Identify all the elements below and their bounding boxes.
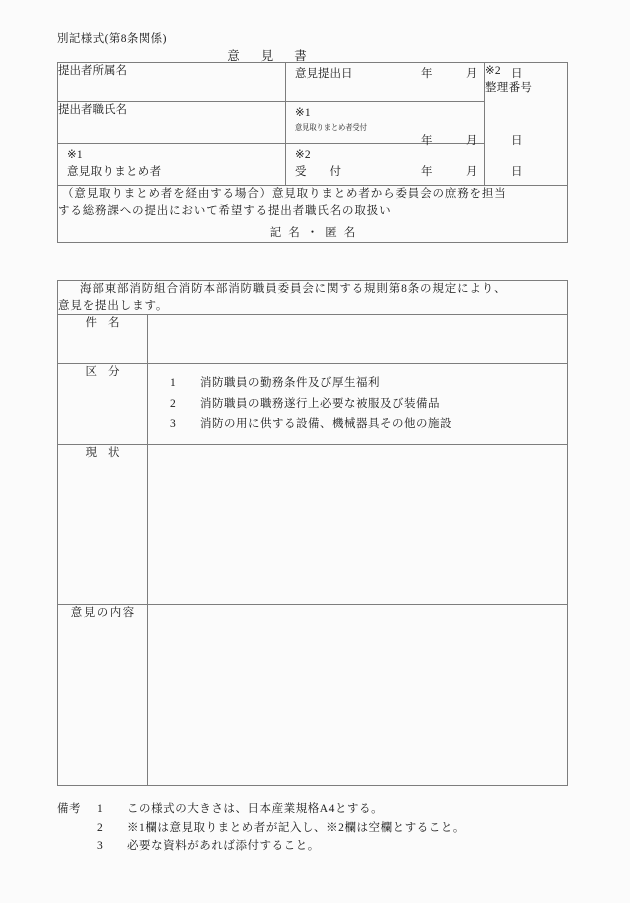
table-row [58,444,568,604]
day-marker: 日 [511,68,523,80]
opinion-content-table [57,280,568,786]
footnote-item [57,819,465,838]
reference-number-label: 整理番号 [485,81,533,94]
day-marker: 日 [511,135,523,148]
year-marker: 年 [421,68,433,80]
category-option-text: 消防の用に供する設備、機械器具その他の施設 [200,418,452,431]
office-receipt-label: 受 付 [295,165,341,178]
footnote-item [57,800,465,819]
subject-label-cell [58,315,148,364]
month-marker: 月 [466,165,478,178]
office-receipt-cell[interactable] [286,144,523,186]
month-marker: 月 [466,68,478,80]
name-disclosure-choice[interactable]: 記名・匿名 [269,227,363,240]
opinion-detail-label: 意見の内容 [70,606,136,619]
statement-line-1: 海部東部消防組合消防本部消防職員委員会に関する規則第8条の規定により、 [80,283,507,295]
current-situation-label: 現状 [85,446,131,459]
form-number: 別記様式(第8条関係) [57,33,167,45]
office-receipt-row [295,164,523,181]
aggregator-receipt-cell[interactable] [286,102,523,148]
table-row [58,604,568,785]
reference-number-cell[interactable] [485,63,568,186]
current-situation-label-cell [58,444,148,604]
table-row [58,63,568,102]
category-label-cell [58,364,148,444]
table-row [58,281,568,315]
subject-input-cell[interactable] [148,315,568,364]
handling-line-1: （意見取りまとめ者を経由する場合）意見取りまとめ者から委員会の庶務を担当 [62,188,507,200]
opinion-detail-label-cell [58,604,148,785]
day-marker: 日 [511,165,523,178]
category-option-number: 3 [170,418,177,431]
category-option-text: 消防職員の勤務条件及び厚生福利 [200,377,380,390]
list-item[interactable] [170,414,567,434]
category-options-cell[interactable] [148,364,568,444]
aggregator-mark-1: ※1 [295,107,311,119]
aggregator-cell[interactable] [58,144,286,186]
footnote-number: 2 [97,821,104,834]
submission-statement-cell [58,281,568,315]
table-row [58,186,568,243]
table-row [58,315,568,364]
category-option-number: 1 [170,377,177,390]
footnote-item [57,837,465,856]
year-marker: 年 [421,135,433,148]
month-marker: 月 [466,135,478,148]
submitter-affiliation-cell[interactable] [58,63,286,102]
current-situation-input-cell[interactable] [148,444,568,604]
aggregator-label: 意見取りまとめ者 [67,165,162,178]
footnote-text: この様式の大きさは、日本産業規格A4とする。 [127,803,384,815]
footnote-text: 必要な資料があれば添付すること。 [127,840,320,853]
footnotes [57,800,465,856]
aggregator-mark-2: ※1 [67,149,83,161]
category-option-number: 2 [170,397,177,410]
opinion-detail-input-cell[interactable] [148,604,568,785]
category-option-list [148,364,567,443]
category-label: 区分 [85,366,131,379]
footnotes-heading: 備考 [57,803,82,815]
year-marker: 年 [421,165,433,178]
submitter-name-cell[interactable] [58,102,286,144]
reference-mark: ※2 [485,65,501,77]
footnote-number: 1 [97,803,104,815]
category-option-text: 消防職員の職務遂行上必要な被服及び装備品 [200,397,440,410]
aggregator-receipt-note: 意見取りまとめ者受付 [295,122,367,132]
subject-label: 件名 [85,317,131,330]
submission-date-label: 意見提出日 [295,68,353,80]
submitter-name-label: 提出者職氏名 [58,104,127,116]
name-handling-cell[interactable] [58,186,568,243]
office-mark: ※2 [295,149,311,161]
handling-line-2: する総務課への提出において希望する提出者職氏名の取扱い [58,204,392,217]
submitter-info-table [57,62,568,243]
aggregator-receipt-row [295,122,523,148]
list-item[interactable] [170,373,567,393]
list-item[interactable] [170,394,567,414]
footnote-number: 3 [97,840,104,853]
table-row [58,364,568,444]
footnote-text: ※1欄は意見取りまとめ者が記入し、※2欄は空欄とすること。 [127,821,465,834]
statement-line-2: 意見を提出します。 [58,299,169,312]
submitter-affiliation-label: 提出者所属名 [58,65,127,77]
document-title: 意見書 [227,49,328,63]
submission-date-row [295,66,523,83]
